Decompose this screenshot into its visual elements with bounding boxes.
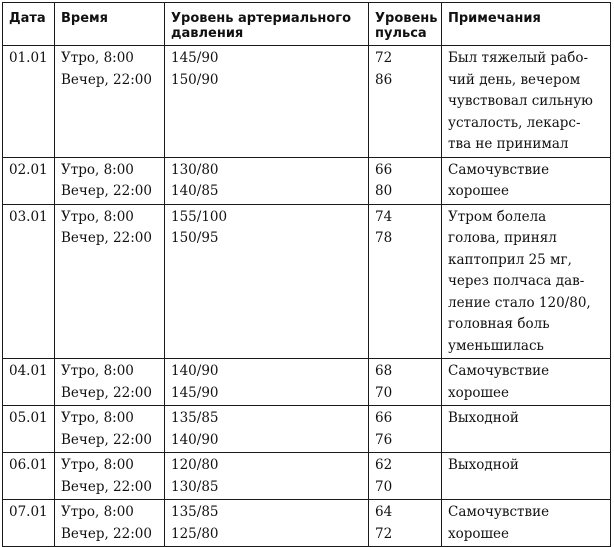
note-line: каптоприл 25 мг,: [448, 251, 572, 268]
pulse-cell: [369, 453, 442, 500]
blood-pressure-value: 120/80: [171, 457, 219, 473]
header-blood-pressure: [165, 3, 369, 46]
time-value: Вечер, 22:00: [61, 478, 152, 495]
pulse-cell: [369, 204, 442, 359]
notes-cell: [442, 406, 611, 453]
header-date: Дата: [3, 3, 55, 46]
time-value: Утро, 8:00: [61, 50, 134, 66]
note-line: хорошее: [448, 183, 510, 199]
date-cell: 02.01: [3, 157, 55, 204]
time-value: Вечер, 22:00: [61, 525, 152, 542]
pulse-value: 72: [375, 50, 393, 66]
blood-pressure-value: 140/90: [171, 363, 219, 379]
time-cell: [55, 46, 165, 158]
note-line: ление стало 120/80,: [448, 294, 591, 311]
header-blood-pressure-line: Уровень артериального: [171, 11, 352, 26]
pulse-value: 78: [375, 230, 393, 246]
pulse-value: 80: [375, 183, 393, 199]
time-value: Утро, 8:00: [61, 208, 134, 225]
time-value: Вечер, 22:00: [61, 230, 152, 246]
table-row: [3, 46, 611, 158]
blood-pressure-value: 135/85: [171, 410, 219, 426]
date-cell: 04.01: [3, 359, 55, 406]
table-row: [3, 204, 611, 359]
pulse-cell: [369, 406, 442, 453]
blood-pressure-cell: [165, 46, 369, 158]
date-cell: 01.01: [3, 46, 55, 158]
blood-pressure-cell: [165, 500, 369, 547]
time-cell: [55, 500, 165, 547]
notes-cell: [442, 359, 611, 406]
blood-pressure-cell: [165, 204, 369, 359]
time-cell: [55, 204, 165, 359]
note-line: Утром болела: [448, 208, 547, 225]
note-line: хорошее: [448, 525, 510, 542]
note-line: Был тяжелый рабо-: [448, 50, 589, 66]
table-row: [3, 157, 611, 204]
note-line: чувствовал сильную: [448, 93, 593, 109]
time-value: Утро, 8:00: [61, 363, 134, 379]
note-line: чий день, вечером: [448, 71, 581, 88]
pulse-value: 66: [375, 410, 393, 426]
blood-pressure-cell: [165, 359, 369, 406]
blood-pressure-value: 135/85: [171, 504, 219, 520]
blood-pressure-value: 150/95: [171, 230, 219, 246]
blood-pressure-value: 155/100: [171, 208, 228, 225]
pulse-value: 64: [375, 504, 393, 520]
time-value: Утро, 8:00: [61, 410, 134, 426]
note-line: уменьшилась: [448, 337, 544, 354]
notes-cell: [442, 453, 611, 500]
pulse-value: 72: [375, 525, 393, 542]
pulse-value: 86: [375, 71, 393, 88]
table-row: [3, 453, 611, 500]
table-body: [3, 46, 611, 547]
note-line: тва не принимал: [448, 136, 569, 152]
note-line: головная боль: [448, 316, 550, 332]
pulse-value: 74: [375, 208, 393, 225]
notes-cell: [442, 157, 611, 204]
pulse-cell: [369, 46, 442, 158]
pulse-value: 76: [375, 431, 393, 448]
time-cell: [55, 453, 165, 500]
notes-cell: [442, 46, 611, 158]
header-pulse-line: пульса: [375, 26, 427, 41]
blood-pressure-value: 140/85: [171, 183, 219, 199]
date-cell: 07.01: [3, 500, 55, 547]
time-cell: [55, 359, 165, 406]
note-line: хорошее: [448, 384, 510, 401]
note-line: Выходной: [448, 410, 519, 426]
pulse-value: 70: [375, 478, 393, 495]
time-value: Вечер, 22:00: [61, 71, 152, 88]
pulse-value: 62: [375, 457, 393, 473]
note-line: Самочувствие: [448, 504, 550, 520]
blood-pressure-cell: [165, 406, 369, 453]
header-pulse-line: Уровень: [375, 11, 438, 26]
note-line: Выходной: [448, 457, 519, 473]
note-line: Самочувствие: [448, 161, 550, 178]
date-cell: 06.01: [3, 453, 55, 500]
pulse-cell: [369, 359, 442, 406]
time-value: Вечер, 22:00: [61, 431, 152, 448]
table-row: [3, 359, 611, 406]
blood-pressure-value: 125/80: [171, 525, 219, 542]
time-value: Вечер, 22:00: [61, 183, 152, 199]
time-value: Утро, 8:00: [61, 504, 134, 520]
notes-cell: [442, 204, 611, 359]
blood-pressure-value: 145/90: [171, 50, 219, 66]
pulse-value: 66: [375, 161, 393, 178]
note-line: усталость, лекарс-: [448, 114, 581, 131]
note-line: через полчаса дав-: [448, 273, 585, 289]
header-blood-pressure-line: давления: [171, 26, 244, 41]
header-notes: Примечания: [442, 3, 611, 46]
blood-pressure-cell: [165, 453, 369, 500]
time-value: Вечер, 22:00: [61, 384, 152, 401]
table-row: [3, 500, 611, 547]
time-cell: [55, 157, 165, 204]
date-cell: 05.01: [3, 406, 55, 453]
header-pulse: [369, 3, 442, 46]
table-header: [3, 3, 611, 46]
blood-pressure-cell: [165, 157, 369, 204]
note-line: голова, принял: [448, 230, 557, 246]
blood-pressure-log-table: [2, 2, 611, 547]
table-row: [3, 406, 611, 453]
notes-cell: [442, 500, 611, 547]
blood-pressure-value: 130/85: [171, 478, 219, 495]
note-line: Самочувствие: [448, 363, 550, 379]
blood-pressure-value: 130/80: [171, 161, 219, 178]
pulse-cell: [369, 500, 442, 547]
date-cell: 03.01: [3, 204, 55, 359]
blood-pressure-value: 150/90: [171, 71, 219, 88]
pulse-value: 68: [375, 363, 393, 379]
time-value: Утро, 8:00: [61, 457, 134, 473]
time-cell: [55, 406, 165, 453]
time-value: Утро, 8:00: [61, 161, 134, 178]
blood-pressure-value: 140/90: [171, 431, 219, 448]
blood-pressure-value: 145/90: [171, 384, 219, 401]
header-row: [3, 3, 611, 46]
pulse-cell: [369, 157, 442, 204]
pulse-value: 70: [375, 384, 393, 401]
header-time: Время: [55, 3, 165, 46]
